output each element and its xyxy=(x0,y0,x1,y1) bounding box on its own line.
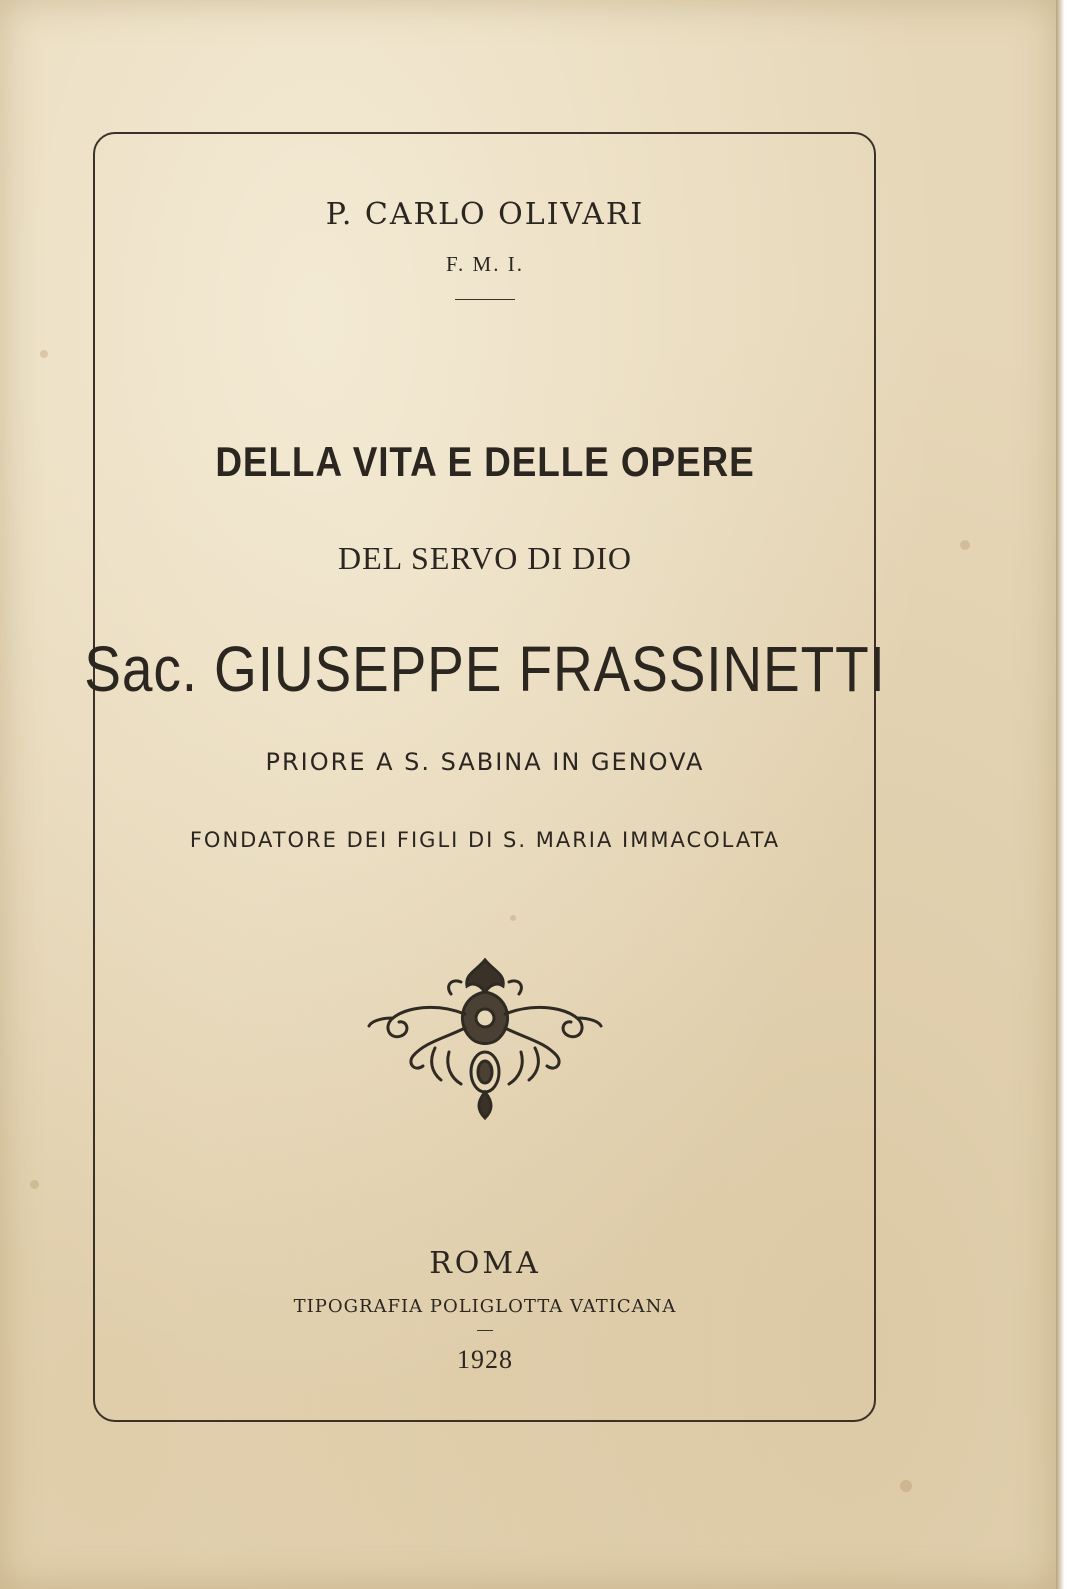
page-edge xyxy=(1056,0,1068,1589)
subject-name: Sac. GIUSEPPE FRASSINETTI xyxy=(84,633,886,705)
age-spot xyxy=(900,1480,912,1492)
cover-frame xyxy=(93,132,876,1422)
age-spot xyxy=(40,350,48,358)
divider-rule xyxy=(477,1330,493,1331)
author-order: F. M. I. xyxy=(446,252,524,276)
publisher-name: TIPOGRAFIA POLIGLOTTA VATICANA xyxy=(293,1296,677,1317)
subtitle-line-1: PRIORE A S. SABINA IN GENOVA xyxy=(265,748,705,776)
author-name: P. CARLO OLIVARI xyxy=(325,197,645,232)
divider-rule xyxy=(455,299,515,300)
subtitle-line-2: FONDATORE DEI FIGLI DI S. MARIA IMMACOLATA xyxy=(189,828,781,852)
publication-city: ROMA xyxy=(429,1246,541,1281)
publication-year: 1928 xyxy=(457,1345,513,1374)
floral-ornament-icon xyxy=(365,952,605,1122)
title-line-2: DEL SERVO DI DIO xyxy=(338,540,632,576)
title-line-1: DELLA VITA E DELLE OPERE xyxy=(215,438,755,485)
age-spot xyxy=(30,1180,39,1189)
